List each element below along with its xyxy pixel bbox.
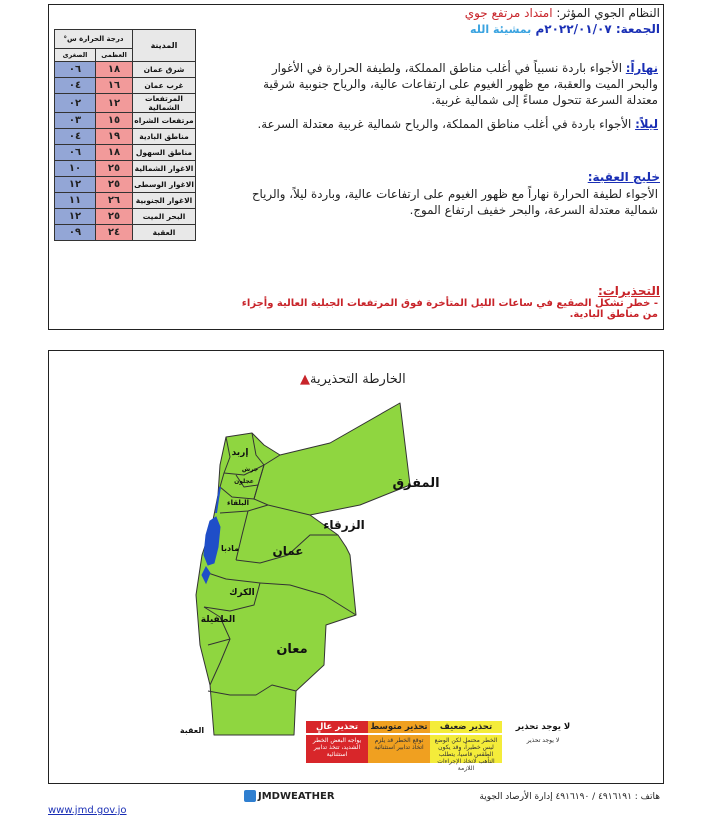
legend-medium-desc: توقع الخطر قد يلزم اتخاذ تدابير استثنائية [368,735,430,763]
legend-weak-desc: الخطر محتمل لكن الوضع ليس خطيراً، وقد يكون الطقس قاسياً، يتطلب التأهب لاتخاذ الإجراءات اللازمة [430,735,502,763]
city-cell: المرتفعات الشمالية [133,94,196,113]
brand-text: JMDWEATHER [258,791,335,802]
min-temp-cell: ٠٤ [55,78,96,94]
day-forecast-label: نهاراً: [625,61,658,75]
date-line [470,22,660,36]
legend-medium-title: تحذير متوسط [368,721,430,733]
table-row [55,209,196,225]
temperature-table [54,29,196,241]
day-label: الجمعة: [615,22,660,36]
map-title-text: الخارطة التحذيرية [310,372,406,387]
legend-high-title: تحذير عالٍ [306,721,368,733]
max-column-header: العظمى [96,49,133,62]
city-cell: الاغوار الجنوبية [133,193,196,209]
weather-system-value: امتداد مرتفع جوي [464,6,553,20]
forecast-date: ٢٠٢٢/٠١/٠٧م [535,22,612,36]
jmd-brand [244,790,335,802]
min-temp-cell: ١٢ [55,209,96,225]
max-temp-cell: ٢٥ [96,177,133,193]
max-temp-cell: ٢٤ [96,225,133,241]
max-temp-cell: ١٨ [96,145,133,161]
jmd-logo-icon [244,790,256,802]
phone-line: هاتف : ٤٩١٦١٩١ / ٤٩١٦١٩٠ إدارة الأرصاد الجوية [479,792,660,802]
table-row [55,78,196,94]
warnings-heading: التحذيرات: [597,284,660,298]
city-cell: البحر الميت [133,209,196,225]
min-temp-cell: ٠٩ [55,225,96,241]
region-label-irbid: إربد [231,448,249,458]
legend-none-title: لا يوجد تحذير [515,722,571,732]
min-column-header: الصغرى [55,49,96,62]
max-temp-cell: ١٥ [96,113,133,129]
legend-high-desc: يواجه البعض الخطر الشديد، تتخذ تدابير استثنائية [306,735,368,763]
city-cell: الاغوار الوسطى [133,177,196,193]
blessing-text: بمشيئة الله [470,23,532,36]
max-temp-cell: ١٢ [96,94,133,113]
map-title [300,372,406,387]
max-temp-cell: ٢٥ [96,209,133,225]
region-label-madaba: مادبا [220,544,240,553]
night-forecast-text: الأجواء باردة في أغلب مناطق المملكة، والرياح شمالية غربية معتدلة السرعة. [257,117,632,131]
night-forecast-label: ليلاً: [635,117,658,131]
table-row [55,161,196,177]
table-row [55,94,196,113]
min-temp-cell: ١٢ [55,177,96,193]
region-label-zarqa: الزرقاء [323,518,365,532]
region-label-karak: الكرك [229,588,255,598]
temperature-column-header: درجة الحرارة س° [55,30,133,49]
region-label-maan: معان [276,642,308,657]
min-temp-cell: ٠٢ [55,94,96,113]
table-row [55,62,196,78]
legend-none-desc: لا يوجد تحذير [526,737,560,744]
max-temp-cell: ٢٥ [96,161,133,177]
city-column-header: المدينة [133,30,196,62]
max-temp-cell: ٢٦ [96,193,133,209]
region-outline-jordan [196,403,410,735]
table-row [55,145,196,161]
min-temp-cell: ٠٣ [55,113,96,129]
warning-triangle-icon: ▲ [300,372,310,387]
day-forecast-text: الأجواء باردة نسبياً في أغلب مناطق المملكة، ولطيفة الحرارة في الأغوار والبحر الميت والعقبة، مع ظهور الغيوم على ارتفاعات عالية، والرياح جنوبية شرقية معتدلة السرعة تتحول مساءً إلى شمالية غربية. [263,61,658,107]
city-cell: مناطق البادية [133,129,196,145]
table-row [55,113,196,129]
table-row [55,225,196,241]
table-row [55,129,196,145]
aqaba-forecast-text: الأجواء لطيفة الحرارة نهاراً مع ظهور الغيوم على ارتفاعات عالية، وباردة ليلاً، والرياح شمالية معتدلة السرعة، والبحر خفيف ارتفاع الموج. [251,187,658,217]
weather-system-label: النظام الجوي المؤثر: [556,6,660,20]
min-temp-cell: ٠٦ [55,62,96,78]
region-label-amman: عمان [272,544,304,558]
min-temp-cell: ٠٦ [55,145,96,161]
region-label-aqaba: العقبة [179,726,205,735]
aqaba-heading: خليج العقبة: [587,170,660,184]
min-temp-cell: ١٠ [55,161,96,177]
table-row [55,177,196,193]
warnings-text: - خطر تشكل الصقيع في ساعات الليل المتأخرة فوق المرتفعات الجبلية العالية وأجزاء من مناطق البادية. [241,298,658,320]
table-row [55,193,196,209]
day-forecast [250,60,658,108]
weather-system-line [465,6,660,20]
city-cell: غرب عمان [133,78,196,94]
region-label-ajloun: عجلون [234,478,254,485]
min-temp-cell: ٠٤ [55,129,96,145]
max-temp-cell: ١٩ [96,129,133,145]
night-forecast [238,116,658,132]
region-label-tafilah: الطفيلة [200,615,236,625]
legend-weak-title: تحذير ضعيف [430,721,502,733]
city-cell: الاغوار الشمالية [133,161,196,177]
jordan-warning-map [160,395,520,745]
max-temp-cell: ١٦ [96,78,133,94]
region-label-jerash: جرش [241,466,259,473]
city-cell: مناطق السهول [133,145,196,161]
region-label-mafraq: المفرق [392,476,440,491]
min-temp-cell: ١١ [55,193,96,209]
city-cell: العقبة [133,225,196,241]
region-label-balqa: البلقاء [227,499,249,507]
city-cell: شرق عمان [133,62,196,78]
city-cell: مرتفعات الشراه [133,113,196,129]
max-temp-cell: ١٨ [96,62,133,78]
website-link[interactable]: www.jmd.gov.jo [48,805,127,816]
